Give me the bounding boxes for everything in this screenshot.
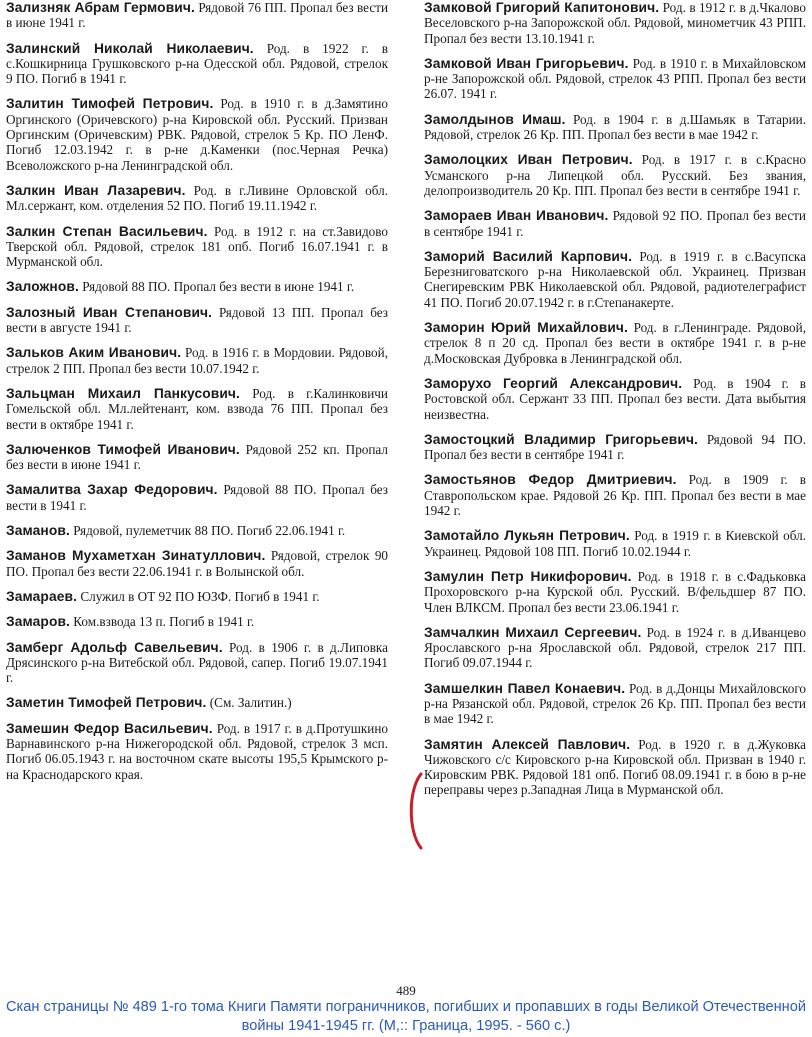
entry-text: Род. в 1917 г. в с.Красно Усманского р-на Липецкой обл. Русский. Без звания, делопроизводитель 20 Кр. ПП. Пропал без вести в сентябре 1941 г. (424, 152, 806, 198)
entry-name: Залинский Николай Николаевич. (6, 40, 254, 56)
entry-zalitin (6, 96, 388, 172)
entry-text: Рядовой 88 ПО. Пропал без вести в 1941 г. (6, 482, 388, 513)
entry-zamyatin (424, 737, 806, 798)
entry-text: Род. в г.Ленинграде. Рядовой, стрелок 8 п 20 сд. Пропал без вести в октябре 1941 г. в р-не д.Московская Дубровка в Ленинградской обл. (424, 320, 806, 366)
entry-text: Род. в 1904 г. в Ростовской обл. Сержант 33 ПП. Пропал без вести. Дата выбытия неизвестна. (424, 375, 806, 422)
entry-zamkovoy-grigory (424, 0, 806, 46)
entry-text: Род. в 1912 г. на ст.Завидово Тверской обл. Рядовой, стрелок 181 опб. Погиб 16.07.1941 г. в Мурманской обл. (6, 223, 389, 270)
entry-zalyuchenkov (6, 442, 388, 473)
entry-name: Замшелкин Павел Конаевич. (424, 680, 626, 696)
entry-name: Замараев. (6, 588, 78, 604)
entry-text: (См. Залитин.) (206, 695, 292, 711)
entry-name: Заморин Юрий Михайлович. (424, 320, 628, 336)
right-column (424, 0, 806, 808)
entry-zamanov-mukhametkhan (6, 548, 388, 579)
entry-zamostotsky (424, 432, 806, 463)
entry-text: Род. в г.Калинковичи Гомельской обл. Мл.лейтенант, ком. взвода 76 ПП. Пропал без вести в октябре 1941 г. (6, 385, 388, 432)
entry-zamoriy (424, 249, 806, 310)
entry-text: Рядовой 76 ПП. Пропал без вести в июне 1941 г. (6, 0, 388, 31)
entry-text: Рядовой 92 ПО. Пропал без вести в сентябре 1941 г. (424, 208, 806, 239)
entry-name: Замковой Григорий Капитонович. (424, 0, 660, 15)
entry-text: Род. в г.Ливине Орловской обл. Мл.сержант, ком. отделения 52 ПО. Погиб 19.11.1942 г. (6, 182, 389, 214)
entry-name: Замотайло Лукьян Петрович. (424, 528, 630, 544)
entry-zamalitva (6, 482, 388, 513)
entry-text: Род. в д.Донцы Михайловского р-на Рязанской обл. Рядовой, стрелок 26 Кр. ПП. Пропал без вести в мае 1942 г. (424, 680, 806, 727)
entry-text: Род. в 1918 г. в с.Фадьковка Прохоровского р-на Курской обл. Русский. В/фельдшер 87 ПО. Член ВЛКСМ. Пропал без вести 23.06.1941 г. (424, 568, 806, 615)
entry-name: Залитин Тимофей Петрович. (6, 96, 214, 112)
entry-zametin (6, 695, 388, 710)
entry-zalinsky (6, 41, 388, 87)
entry-zalkin-stepan (6, 224, 388, 270)
entry-text: Род. в 1910 г. в д.Замятино Оргинского (Оричевского) р-на Кировской обл. Русский. Призван Оргинским (Оричевским) РВК. Рядовой, стрелок 5 Кр. ПО ЛенФ. Погиб 12.03.1942 г. в р-не д.Каменки (пос.Черная Речка) Всеволожского р-на Ленинградской обл. (6, 96, 388, 173)
entry-text: Род. в 1924 г. в д.Иванцево Ярославского р-на Ярославской обл. Рядовой, стрелок 217 ПП. Погиб 09.07.1944 г. (424, 624, 807, 671)
entry-zalozhnov (6, 279, 388, 294)
entry-zamanov (6, 523, 388, 538)
entry-zamorin (424, 320, 806, 366)
entry-text: Род. в 1916 г. в Мордовии. Рядовой, стрелок 2 ПП. Пропал без вести 10.07.1942 г. (6, 345, 388, 376)
entry-text: Рядовой, стрелок 90 ПО. Пропал без вести 22.06.1941 г. в Волынской обл. (6, 548, 389, 579)
entry-zamchalkin (424, 625, 806, 671)
entry-name: Зализняк Абрам Гермович. (6, 0, 195, 15)
entry-zamarov (6, 614, 388, 629)
entry-text: Род. в 1904 г. в д.Шамьяк в Татарии. Рядовой, стрелок 26 Кр. ПП. Пропал без вести в мае 1942 г. (424, 111, 806, 143)
entry-name: Заморухо Георгий Александрович. (424, 375, 683, 391)
entry-name: Зальков Аким Иванович. (6, 345, 182, 361)
entry-text: Рядовой 13 ПП. Пропал без вести в августе 1941 г. (6, 304, 388, 336)
entry-name: Заманов. (6, 523, 70, 539)
entry-name: Замчалкин Михаил Сергеевич. (424, 624, 642, 640)
red-bracket-mark (406, 772, 424, 850)
entry-name: Залозный Иван Степанович. (6, 304, 213, 320)
entry-text: Род. в 1919 г. в Киевской обл. Украинец. Рядовой 108 ПП. Погиб 10.02.1944 г. (424, 528, 806, 559)
entry-name: Замолоцких Иван Петрович. (424, 152, 633, 168)
entry-zamberg (6, 640, 388, 686)
entry-text: Рядовой 88 ПО. Пропал без вести в июне 1941 г. (78, 279, 355, 295)
entry-text: Рядовой 252 кп. Пропал без вести в июне 1941 г. (6, 441, 388, 473)
entry-zamoraev (424, 208, 806, 239)
entry-zalozny (6, 305, 388, 336)
entry-text: Род. в 1910 г. в Михайловском р-не Запорожской обл. Рядовой, стрелок 43 РПП. Пропал без вести 26.07. 1941 г. (424, 55, 806, 102)
entry-name: Замулин Петр Никифорович. (424, 568, 632, 584)
entry-zamolotskikh (424, 152, 806, 198)
entry-text: Род. в 1922 г. в с.Кошкирница Грушковского р-на Одесской обл. Рядовой, стрелок 9 ПО. Погиб в 1941 г. (6, 40, 388, 87)
entry-name: Зальцман Михаил Панкусович. (6, 385, 240, 401)
entry-zalkov (6, 345, 388, 376)
entry-text: Род. в 1906 г. в д.Липовка Дрясинского р-на Витебской обл. Рядовой, сапер. Погиб 19.07.1941 г. (6, 639, 388, 686)
entry-name: Замораев Иван Иванович. (424, 208, 609, 224)
entry-name: Замятин Алексей Павлович. (424, 736, 631, 752)
entry-zaltsman (6, 386, 388, 432)
entry-name: Заметин Тимофей Петрович. (6, 695, 207, 711)
entry-text: Род. в 1917 г. в д.Протушкино Варнавинского р-на Нижегородской обл. Рядовой, стрелок 3 мсп. Погиб 06.05.1943 г. на восточном скате высоты 195,5 Крымского р-на Краснодарского края. (6, 720, 388, 782)
entry-text: Род. в 1912 г. в д.Чкалово Веселовского р-на Запорожской обл. Рядовой, минометчик 43 РПП. Пропал без вести 13.10.1941 г. (424, 0, 806, 46)
page-number: 489 (396, 983, 416, 998)
entry-name: Замолдынов Имаш. (424, 111, 566, 127)
entry-name: Замостоцкий Владимир Григорьевич. (424, 431, 698, 447)
entry-zamostyanov (424, 472, 806, 518)
entry-name: Замаров. (6, 614, 70, 630)
scan-caption: Скан страницы № 489 1-го тома Книги Памяти пограничников, погибших и пропавших в годы Великой Отечественной войны 1941-1945 гг. (М,:: Граница, 1995. - 560 с.) (6, 999, 806, 1034)
entry-name: Заложнов. (6, 279, 79, 295)
entry-text: Род. в 1919 г. в с.Васупска Березниговатского р-на Николаевской обл. Украинец. Призван Снегиревским РВК Николаевской обл. Рядовой, радиотелеграфист 41 ПО. Погиб 20.07.1942 г. в г.Степанакерте. (424, 248, 806, 310)
entry-zamotaylo (424, 528, 806, 559)
entry-zameshin (6, 721, 388, 782)
entry-text: Род. в 1909 г. в Ставропольском крае. Рядовой 26 Кр. ПП. Пропал без вести в мае 1942 г. (424, 472, 806, 519)
entry-zamorukho (424, 376, 806, 422)
entry-name: Заморий Василий Карпович. (424, 248, 633, 264)
entry-text: Рядовой, пулеметчик 88 ПО. Погиб 22.06.1941 г. (69, 523, 346, 539)
entry-name: Замешин Федор Васильевич. (6, 720, 213, 736)
left-column (6, 0, 388, 792)
entry-zamoldynov (424, 112, 806, 143)
entry-text: Рядовой 94 ПО. Пропал без вести в сентябре 1941 г. (424, 431, 806, 463)
entry-text: Род. в 1920 г. в д.Жуковка Чижовского с/с Кировского р-на Кировской обл. Призван в 1940 г. Кировским РВК. Рядовой 181 опб. Погиб 08.09.1941 г. в бою в р-не переправы через р.Западная Лица в Мурманской обл. (424, 736, 806, 798)
entry-zamshelkin (424, 681, 806, 727)
entry-text: Служил в ОТ 92 ПО ЮЗФ. Погиб в 1941 г. (77, 588, 320, 604)
entry-name: Замостьянов Федор Дмитриевич. (424, 472, 677, 488)
entry-name: Залкин Степан Васильевич. (6, 223, 208, 239)
entry-name: Залкин Иван Лазаревич. (6, 182, 186, 198)
entry-zamkovoy-ivan (424, 56, 806, 102)
entry-name: Залюченков Тимофей Иванович. (6, 441, 240, 457)
entry-name: Заманов Мухаметхан Зинатуллович. (6, 548, 266, 564)
entry-zaliznyak (6, 0, 388, 31)
entry-zalkin-ivan (6, 183, 388, 214)
entry-text: Ком.взвода 13 п. Погиб в 1941 г. (69, 614, 255, 630)
entry-name: Замберг Адольф Савельевич. (6, 639, 223, 655)
entry-zamulin (424, 569, 806, 615)
entry-zamaraev (6, 589, 388, 604)
entry-name: Замковой Иван Григорьевич. (424, 55, 629, 71)
entry-name: Замалитва Захар Федорович. (6, 482, 218, 498)
